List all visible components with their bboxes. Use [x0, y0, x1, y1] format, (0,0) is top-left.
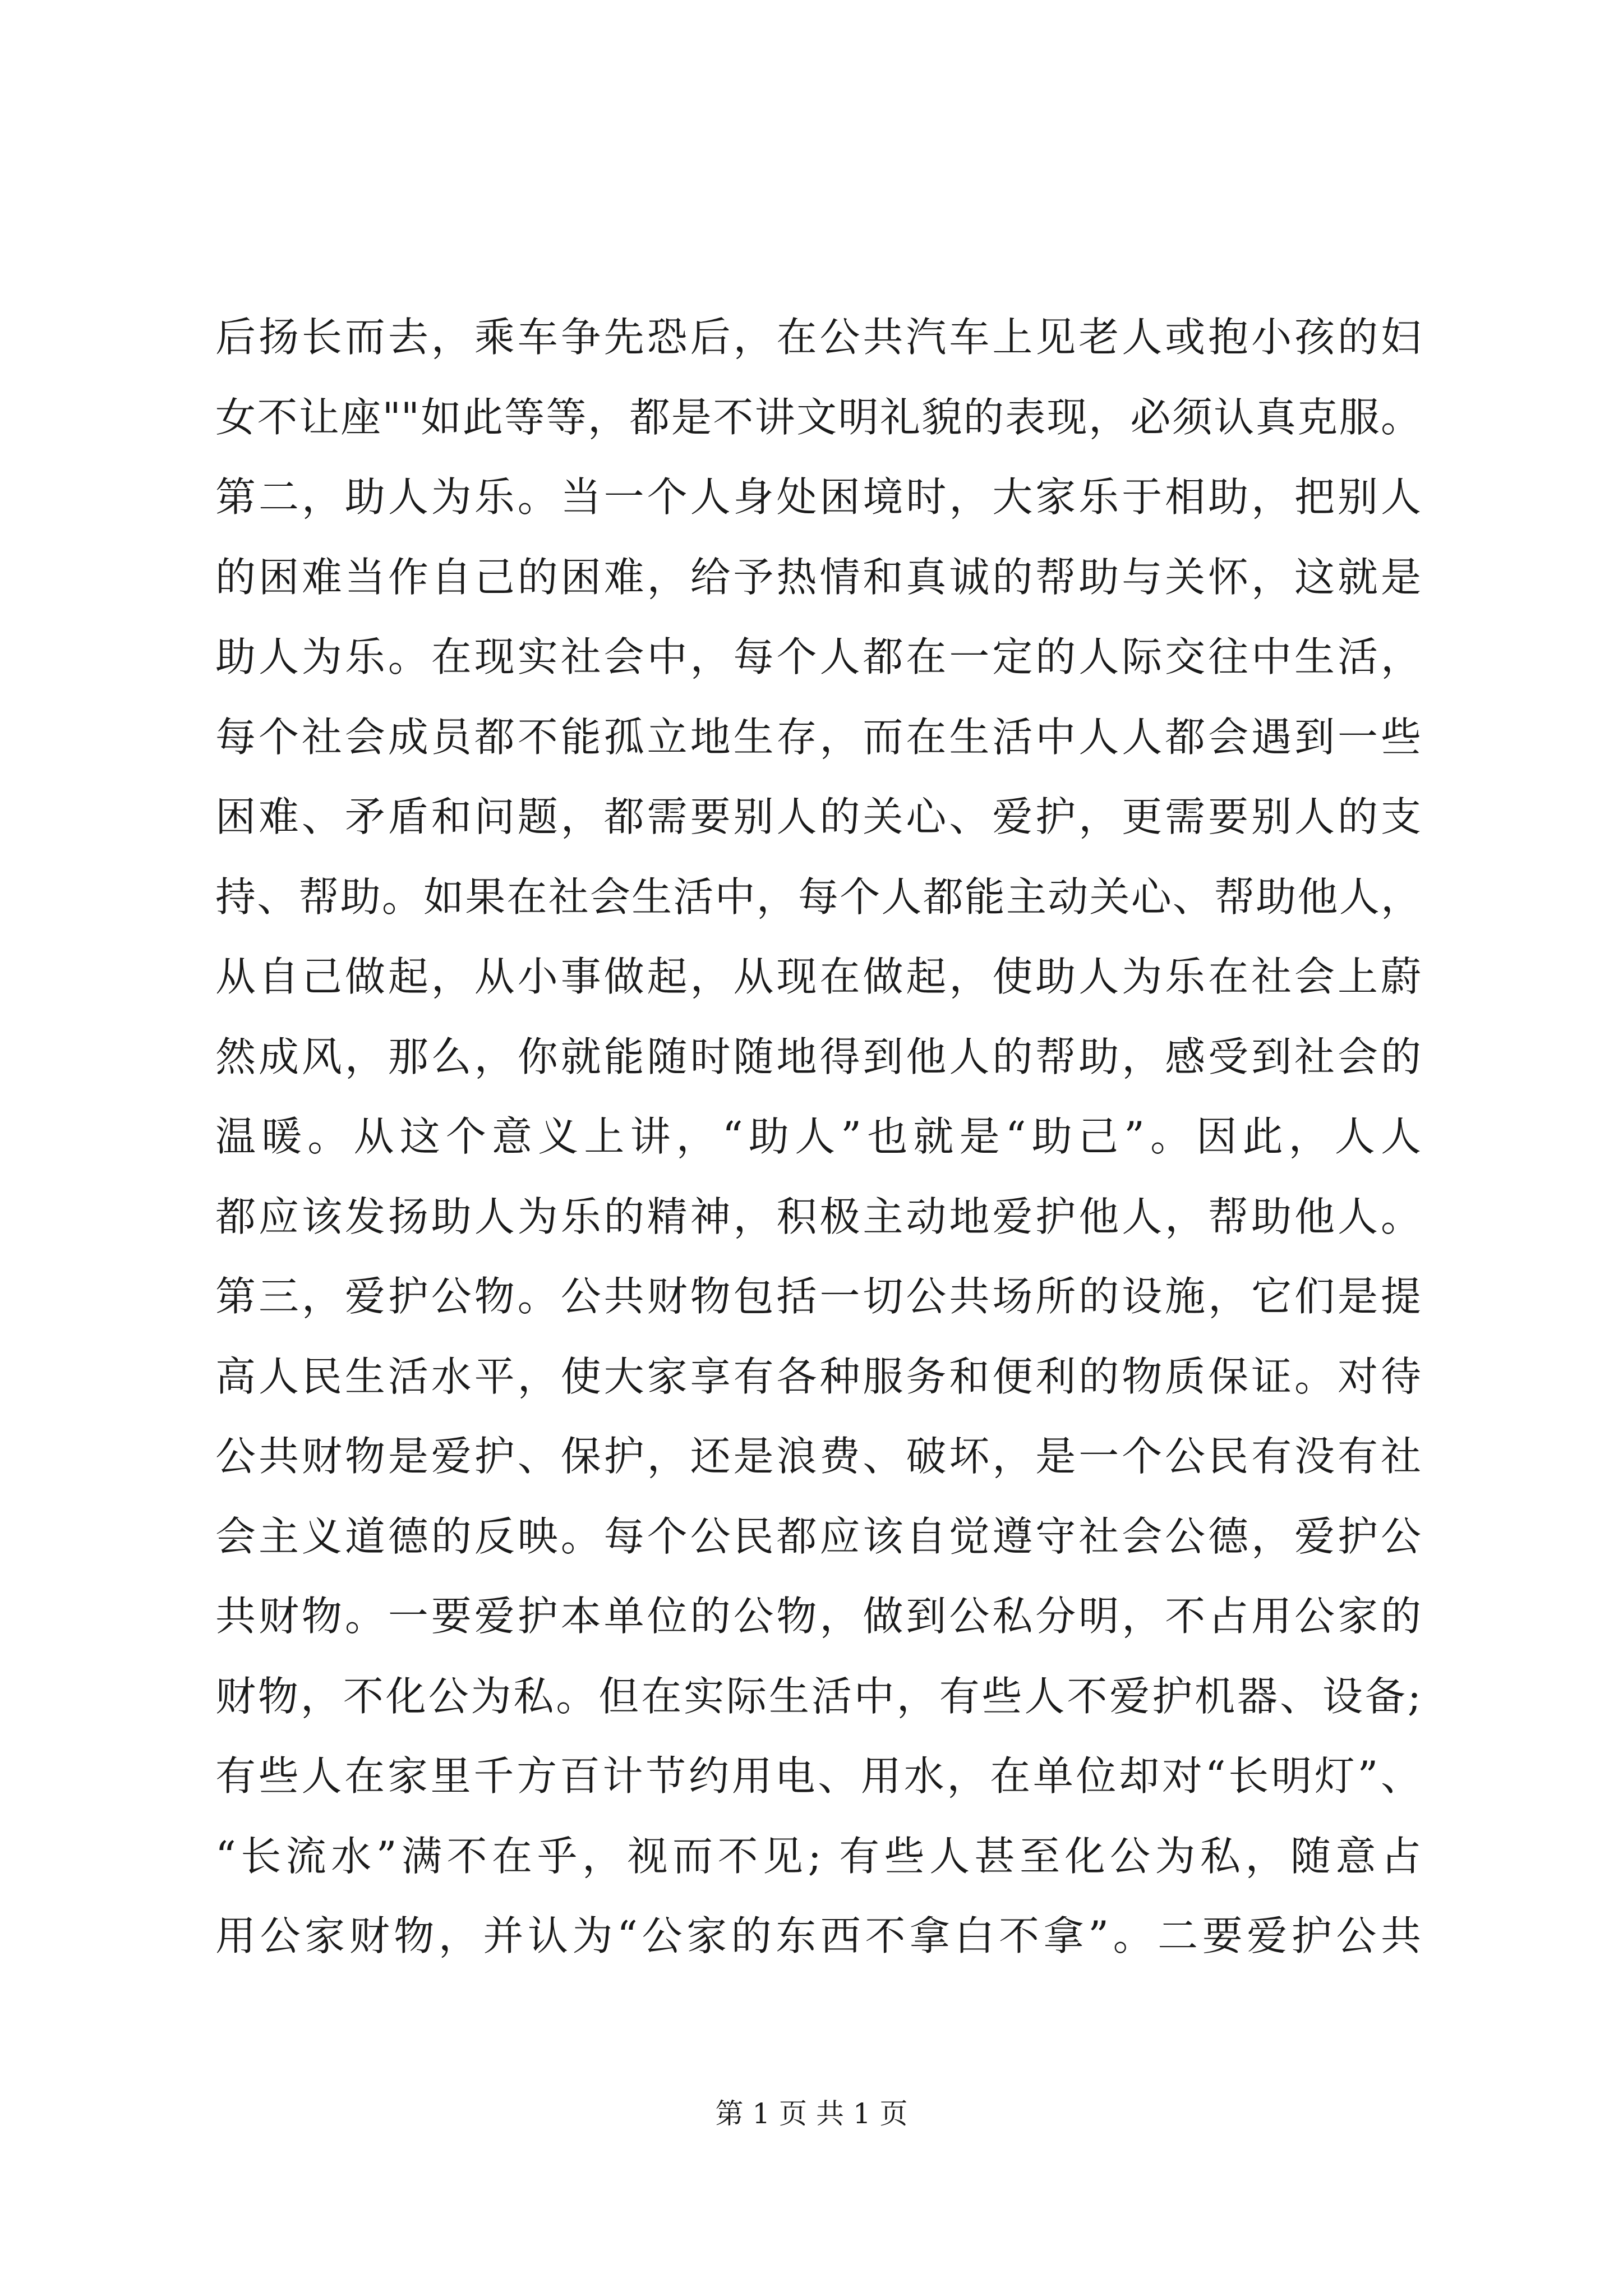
text-line: 持、帮助。如果在社会生活中，每个人都能主动关心、帮助他人，	[215, 873, 1421, 921]
text-line: 然成风，那么，你就能随时随地得到他人的帮助，感受到社会的	[215, 1033, 1421, 1080]
text-line: 会主义道德的反映。每个公民都应该自觉遵守社会公德，爱护公	[215, 1512, 1421, 1560]
text-line: 第二，助人为乐。当一个人身处困境时，大家乐于相助，把别人	[215, 473, 1421, 521]
text-line: 共财物。一要爱护本单位的公物，做到公私分明，不占用公家的	[215, 1593, 1421, 1640]
text-line: 高人民生活水平，使大家享有各种服务和便利的物质保证。对待	[215, 1352, 1421, 1400]
text-line: 财物，不化公为私。但在实际生活中，有些人不爱护机器、设备;	[215, 1672, 1421, 1720]
text-line: 第三，爱护公物。公共财物包括一切公共场所的设施，它们是提	[215, 1273, 1421, 1320]
text-line: 公共财物是爱护、保护，还是浪费、破坏，是一个公民有没有社	[215, 1433, 1421, 1480]
text-line: 后扬长而去，乘车争先恐后，在公共汽车上见老人或抱小孩的妇	[215, 314, 1421, 361]
body-text	[215, 297, 1421, 1976]
text-line: 温暖。从这个意义上讲，“助人”也就是“助己”。因此，人人	[215, 1113, 1421, 1160]
text-line: 的困难当作自己的困难，给予热情和真诚的帮助与关怀，这就是	[215, 553, 1421, 601]
page-number-footer: 第 1 页 共 1 页	[715, 2097, 908, 2130]
text-line: 用公家财物，并认为“公家的东西不拿白不拿”。二要爱护公共	[215, 1912, 1421, 1959]
text-line: 助人为乐。在现实社会中，每个人都在一定的人际交往中生活，	[215, 633, 1421, 680]
text-line: 有些人在家里千方百计节约用电、用水，在单位却对“长明灯”、	[215, 1752, 1421, 1800]
text-line: 都应该发扬助人为乐的精神，积极主动地爱护他人，帮助他人。	[215, 1193, 1421, 1240]
text-line: 从自己做起，从小事做起，从现在做起，使助人为乐在社会上蔚	[215, 953, 1421, 1000]
text-line: 女不让座""如此等等，都是不讲文明礼貌的表现，必须认真克服。	[215, 393, 1421, 441]
text-line: “长流水”满不在乎，视而不见; 有些人甚至化公为私，随意占	[215, 1832, 1421, 1880]
text-line: 困难、矛盾和问题，都需要别人的关心、爱护，更需要别人的支	[215, 793, 1421, 840]
text-line: 每个社会成员都不能孤立地生存，而在生活中人人都会遇到一些	[215, 713, 1421, 761]
